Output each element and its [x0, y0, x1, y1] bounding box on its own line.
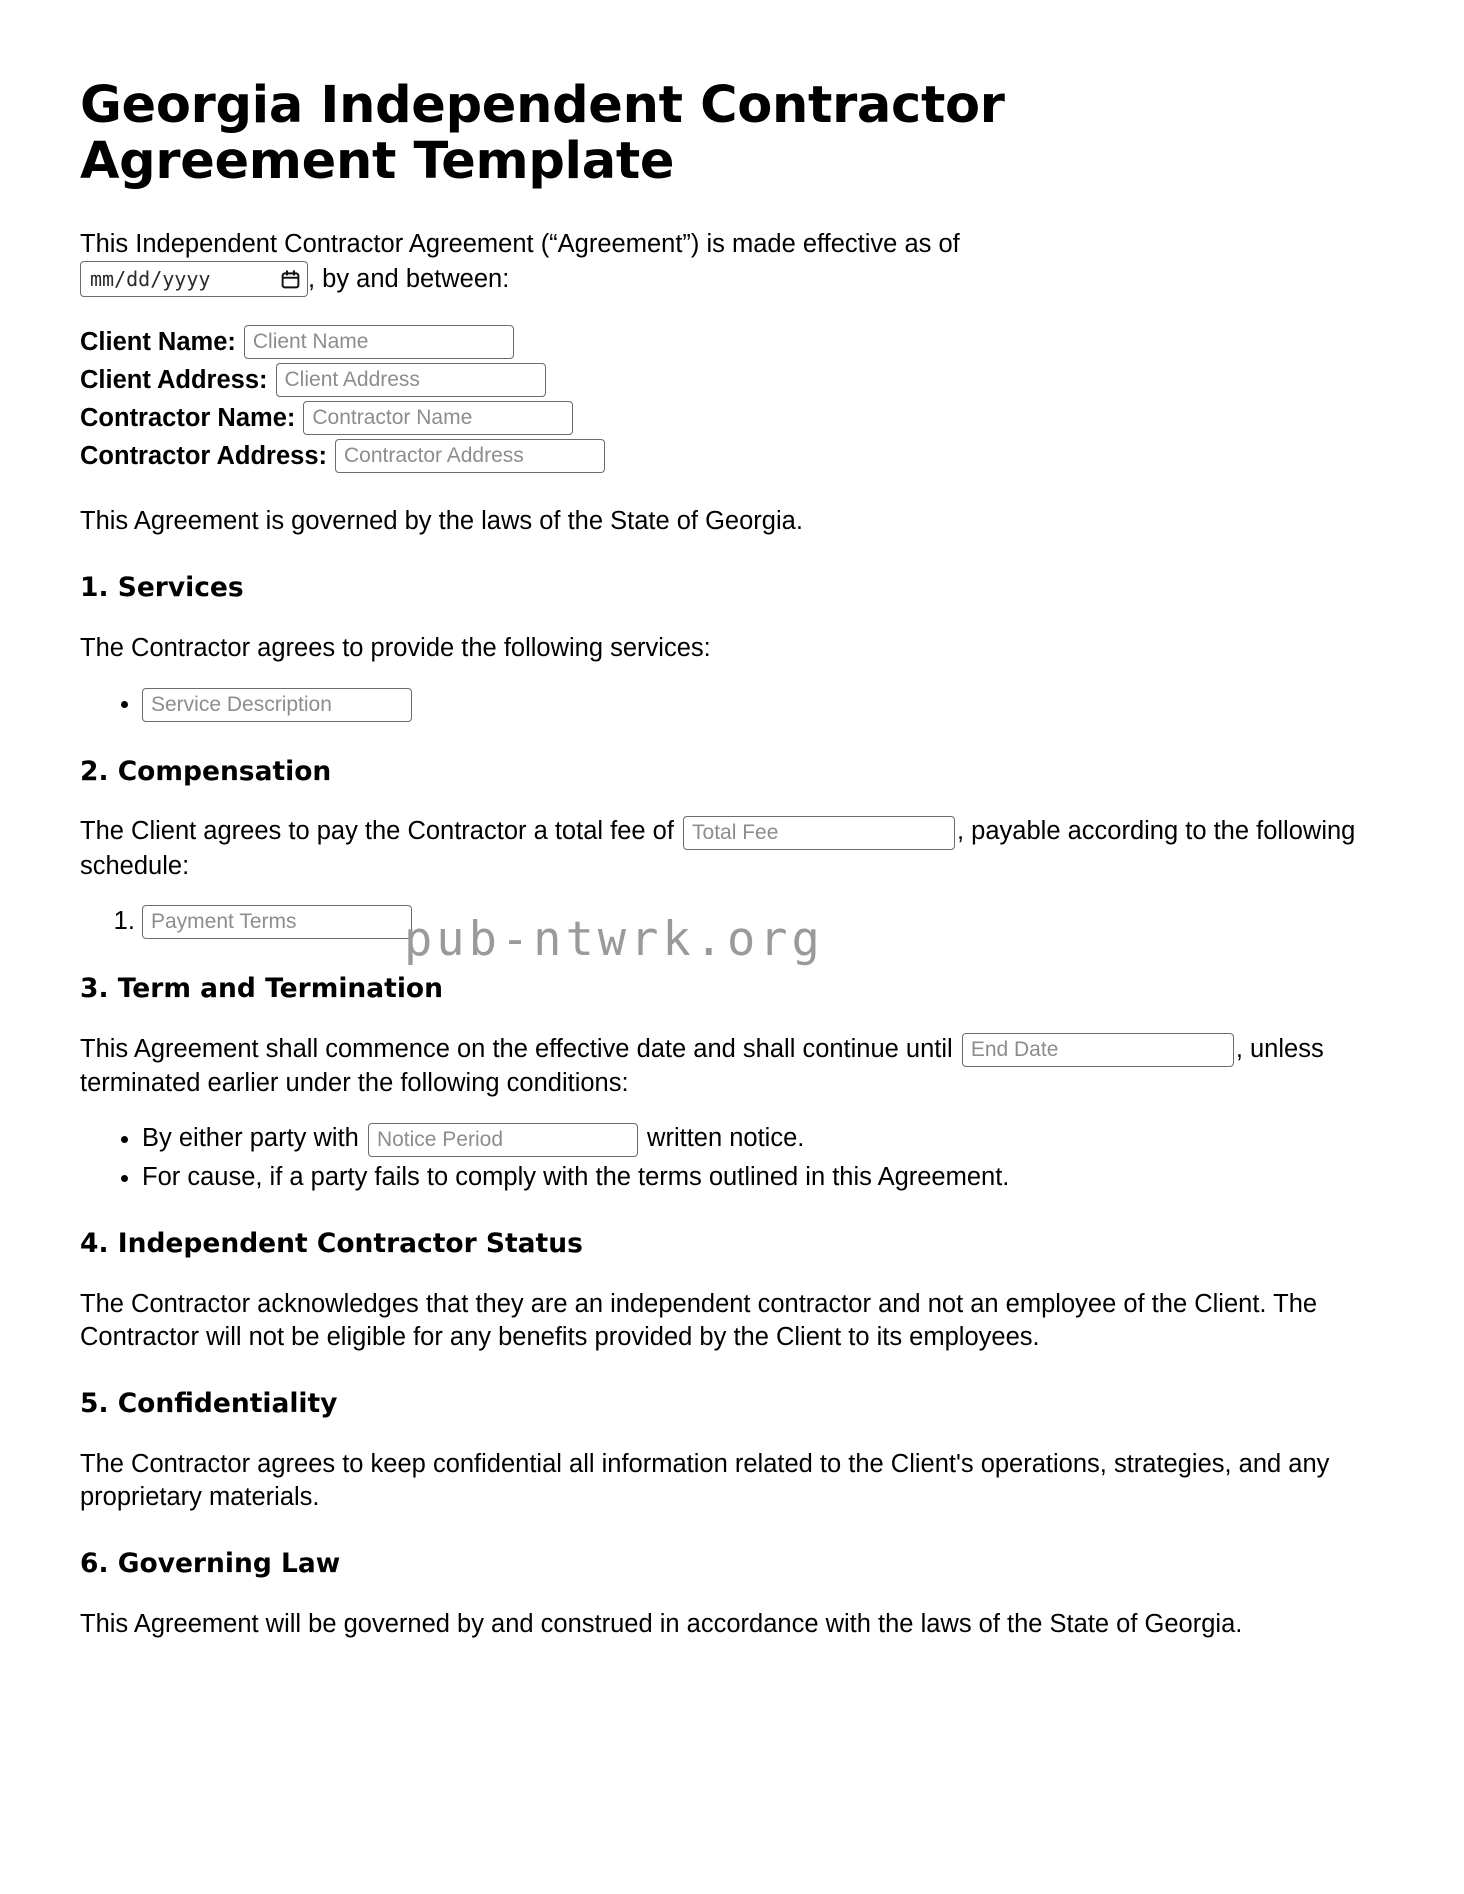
- list-item: [142, 1122, 1384, 1156]
- section-heading-status: 4. Independent Contractor Status: [80, 1228, 583, 1260]
- list-item: [142, 905, 1384, 939]
- end-date-input[interactable]: [962, 1033, 1234, 1067]
- site-watermark: pub-ntwrk.org: [404, 912, 824, 967]
- services-list: [80, 687, 1384, 721]
- list-item: [142, 1161, 1384, 1195]
- term-paragraph: [80, 1033, 1384, 1100]
- contractor-address-label: Contractor Address:: [80, 441, 328, 470]
- notice-period-input[interactable]: [368, 1123, 638, 1157]
- termination-for-cause-text: For cause, if a party fails to comply with the terms outlined in this Agreement.: [142, 1162, 1010, 1191]
- contractor-name-input[interactable]: [303, 401, 573, 435]
- payment-terms-input[interactable]: [142, 905, 412, 939]
- notice-text-before: By either party with: [142, 1124, 359, 1153]
- page-title: Georgia Independent Contractor Agreement Template: [80, 76, 1005, 192]
- term-text-after-end-date: , unless terminated earlier under the following conditions:: [80, 1034, 1324, 1098]
- client-address-label: Client Address:: [80, 365, 268, 394]
- governing-law-body: This Agreement will be governed by and construed in accordance with the laws of the State of Georgia.: [80, 1610, 1243, 1639]
- services-intro: The Contractor agrees to provide the following services:: [80, 634, 711, 663]
- termination-conditions-list: [80, 1122, 1384, 1194]
- governing-statement: This Agreement is governed by the laws of the State of Georgia.: [80, 507, 803, 536]
- compensation-paragraph: [80, 815, 1384, 882]
- compensation-text-before-fee: The Client agrees to pay the Contractor a total fee of: [80, 817, 674, 846]
- intro-paragraph: This Independent Contractor Agreement (“Agreement”) is made effective as of: [80, 230, 960, 259]
- list-item: [142, 687, 1384, 721]
- section-heading-confidentiality: 5. Confidentiality: [80, 1388, 338, 1420]
- party-row-client-name: [80, 323, 1384, 361]
- party-row-contractor-name: [80, 399, 1384, 437]
- contractor-address-input[interactable]: [335, 439, 605, 473]
- status-body: The Contractor acknowledges that they are an independent contractor and not an employee of the Client. The Contractor will not be eligible for any benefits provided by the Client to its employees.: [80, 1290, 1318, 1352]
- client-address-input[interactable]: [276, 363, 546, 397]
- effective-date-row: [80, 261, 1384, 297]
- party-row-contractor-address: [80, 437, 1384, 475]
- client-name-input[interactable]: [244, 325, 514, 359]
- total-fee-input[interactable]: [683, 816, 955, 850]
- compensation-text-after-fee: , payable according to the following schedule:: [80, 817, 1356, 880]
- client-name-label: Client Name:: [80, 327, 236, 356]
- notice-text-after: written notice.: [647, 1124, 805, 1153]
- calendar-icon[interactable]: [280, 269, 301, 290]
- payment-schedule-list: [80, 905, 1384, 939]
- effective-date-input[interactable]: [80, 261, 308, 297]
- party-row-client-address: [80, 361, 1384, 399]
- service-description-input[interactable]: [142, 688, 412, 722]
- section-heading-services: 1. Services: [80, 572, 244, 604]
- effective-date-placeholder: mm/dd/yyyy: [90, 267, 211, 292]
- section-heading-term: 3. Term and Termination: [80, 973, 443, 1005]
- section-heading-governing-law: 6. Governing Law: [80, 1548, 341, 1580]
- party-fields: [80, 323, 1384, 475]
- contractor-name-label: Contractor Name:: [80, 403, 296, 432]
- section-heading-compensation: 2. Compensation: [80, 755, 332, 787]
- intro-after-date-text: , by and between:: [308, 264, 510, 293]
- term-text-before-end-date: This Agreement shall commence on the effective date and shall continue until: [80, 1034, 953, 1063]
- confidentiality-body: The Contractor agrees to keep confidential all information related to the Client's operations, strategies, and any proprietary materials.: [80, 1450, 1330, 1512]
